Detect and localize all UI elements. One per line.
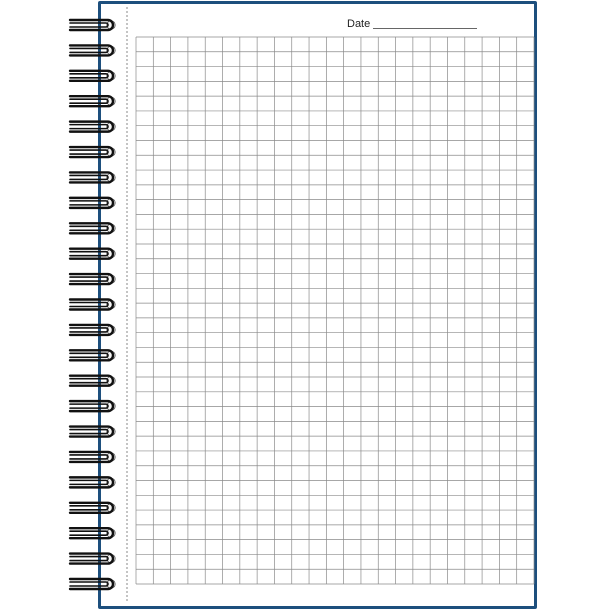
- perforation-dot: [126, 471, 128, 473]
- perforation-dot: [126, 179, 128, 181]
- perforation-dot: [126, 335, 128, 337]
- perforation-dot: [126, 499, 128, 501]
- perforation-dot: [126, 271, 128, 273]
- spiral-ring: [70, 401, 115, 411]
- perforation-dot: [126, 47, 128, 49]
- perforation-dot: [126, 243, 128, 245]
- perforation-dot: [126, 147, 128, 149]
- perforation-dot: [126, 191, 128, 193]
- perforation-dot: [126, 303, 128, 305]
- perforation-dot: [126, 551, 128, 553]
- perforation-dot: [126, 579, 128, 581]
- spiral-ring: [70, 452, 115, 462]
- perforation-dot: [126, 567, 128, 569]
- perforation-dot: [126, 87, 128, 89]
- perforation-dot: [126, 127, 128, 129]
- perforation-dot: [126, 11, 128, 13]
- perforation-dot: [126, 403, 128, 405]
- perforation-dot: [126, 27, 128, 29]
- perforation-dot: [126, 511, 128, 513]
- perforation-dot: [126, 371, 128, 373]
- perforation-dot: [126, 287, 128, 289]
- spiral-ring: [70, 20, 115, 30]
- perforation-dot: [126, 279, 128, 281]
- perforation-dot: [126, 431, 128, 433]
- perforation-dot: [126, 487, 128, 489]
- perforation-dot: [126, 555, 128, 557]
- spiral-ring: [70, 503, 115, 513]
- spiral-ring: [70, 579, 115, 589]
- perforation-dot: [126, 43, 128, 45]
- perforation-dot: [126, 543, 128, 545]
- perforation-dot: [126, 311, 128, 313]
- perforation-dot: [126, 299, 128, 301]
- perforation-dot: [126, 531, 128, 533]
- perforation-dot: [126, 503, 128, 505]
- perforation-dot: [126, 59, 128, 61]
- perforation-dot: [126, 527, 128, 529]
- perforation-dot: [126, 95, 128, 97]
- perforation-dot: [126, 111, 128, 113]
- perforation-dot: [126, 479, 128, 481]
- perforation-dot: [126, 347, 128, 349]
- date-label: Date: [347, 18, 371, 30]
- perforation-dot: [126, 295, 128, 297]
- perforation-dot: [126, 423, 128, 425]
- perforation-dot: [126, 331, 128, 333]
- spiral-ring: [70, 223, 115, 233]
- perforation-dot: [126, 219, 128, 221]
- perforation-dot: [126, 203, 128, 205]
- spiral-ring: [70, 376, 115, 386]
- perforation-dot: [126, 67, 128, 69]
- perforation-dot: [126, 451, 128, 453]
- perforation-dot: [126, 515, 128, 517]
- perforation-dot: [126, 259, 128, 261]
- spiral-ring: [70, 274, 115, 284]
- perforation-dot: [126, 195, 128, 197]
- perforation-dot: [126, 131, 128, 133]
- perforation-dot: [126, 35, 128, 37]
- perforation-dot: [126, 439, 128, 441]
- spiral-ring: [70, 96, 115, 106]
- perforation-dot: [126, 507, 128, 509]
- perforation-dot: [126, 115, 128, 117]
- perforation-dot: [126, 459, 128, 461]
- perforation-dot: [126, 519, 128, 521]
- perforation-dot: [126, 263, 128, 265]
- perforation-dot: [126, 163, 128, 165]
- perforation-dot: [126, 215, 128, 217]
- perforation-dot: [126, 419, 128, 421]
- perforation-dot: [126, 207, 128, 209]
- perforation-dot: [126, 343, 128, 345]
- perforation-dot: [126, 143, 128, 145]
- perforation-dot: [126, 239, 128, 241]
- perforation-dot: [126, 139, 128, 141]
- perforation-dot: [126, 187, 128, 189]
- spiral-ring: [70, 71, 115, 81]
- perforation-dot: [126, 443, 128, 445]
- perforation-dot: [126, 595, 128, 597]
- perforation-dot: [126, 571, 128, 573]
- perforation-dot: [126, 103, 128, 105]
- perforation-dot: [126, 151, 128, 153]
- perforation-dot: [126, 199, 128, 201]
- spiral-ring: [70, 300, 115, 310]
- perforation-dot: [126, 227, 128, 229]
- spiral-ring: [70, 554, 115, 564]
- perforation-dot: [126, 587, 128, 589]
- perforation-dot: [126, 395, 128, 397]
- perforation-dot: [126, 15, 128, 17]
- spiral-ring: [70, 198, 115, 208]
- perforation-dot: [126, 307, 128, 309]
- perforation-dot: [126, 175, 128, 177]
- perforation-dot: [126, 135, 128, 137]
- perforation-dot: [126, 51, 128, 53]
- perforation-dot: [126, 399, 128, 401]
- spiral-ring: [70, 172, 115, 182]
- perforation-dot: [126, 355, 128, 357]
- perforation-dot: [126, 267, 128, 269]
- perforation-dot: [126, 83, 128, 85]
- perforation-dot: [126, 415, 128, 417]
- perforation-dot: [126, 159, 128, 161]
- perforation-dot: [126, 359, 128, 361]
- spiral-ring: [70, 122, 115, 132]
- perforation-dot: [126, 367, 128, 369]
- perforation-dot: [126, 575, 128, 577]
- spiral-ring: [70, 45, 115, 55]
- perforation-dot: [126, 559, 128, 561]
- perforation-dot: [126, 383, 128, 385]
- perforation-dot: [126, 523, 128, 525]
- perforation-dot: [126, 327, 128, 329]
- perforation-dot: [126, 71, 128, 73]
- perforation-dot: [126, 155, 128, 157]
- spiral-ring: [70, 325, 115, 335]
- perforation-dot: [126, 119, 128, 121]
- spiral-ring: [70, 249, 115, 259]
- perforation-dot: [126, 231, 128, 233]
- perforation-dot: [126, 435, 128, 437]
- perforation-dot: [126, 427, 128, 429]
- perforation-dot: [126, 91, 128, 93]
- perforation-dot: [126, 591, 128, 593]
- perforation-dot: [126, 107, 128, 109]
- perforation-dot: [126, 351, 128, 353]
- perforation-dot: [126, 563, 128, 565]
- perforation-dot: [126, 323, 128, 325]
- perforation-dot: [126, 171, 128, 173]
- perforation-dot: [126, 535, 128, 537]
- perforation-dot: [126, 23, 128, 25]
- spiral-ring: [70, 427, 115, 437]
- perforation-dot: [126, 447, 128, 449]
- perforation-dot: [126, 583, 128, 585]
- perforation-dot: [126, 63, 128, 65]
- perforation-dot: [126, 599, 128, 601]
- perforation-dot: [126, 491, 128, 493]
- perforation-dot: [126, 291, 128, 293]
- perforation-dot: [126, 475, 128, 477]
- perforation-dot: [126, 283, 128, 285]
- paper-sheet: [101, 4, 534, 606]
- perforation-line: [126, 7, 128, 601]
- perforation-dot: [126, 319, 128, 321]
- perforation-dot: [126, 99, 128, 101]
- perforation-dot: [126, 167, 128, 169]
- perforation-dot: [126, 79, 128, 81]
- paper-surface: [101, 4, 534, 606]
- perforation-dot: [126, 315, 128, 317]
- perforation-dot: [126, 483, 128, 485]
- perforation-dot: [126, 223, 128, 225]
- perforation-dot: [126, 495, 128, 497]
- spiral-ring: [70, 528, 115, 538]
- perforation-dot: [126, 235, 128, 237]
- spiral-ring: [70, 477, 115, 487]
- perforation-dot: [126, 379, 128, 381]
- perforation-dot: [126, 375, 128, 377]
- perforation-dot: [126, 19, 128, 21]
- perforation-dot: [126, 467, 128, 469]
- perforation-dot: [126, 275, 128, 277]
- perforation-dot: [126, 39, 128, 41]
- perforation-dot: [126, 463, 128, 465]
- perforation-dot: [126, 411, 128, 413]
- perforation-dot: [126, 251, 128, 253]
- perforation-dot: [126, 183, 128, 185]
- perforation-dot: [126, 455, 128, 457]
- perforation-dot: [126, 7, 128, 9]
- perforation-dot: [126, 55, 128, 57]
- perforation-dot: [126, 247, 128, 249]
- perforation-dot: [126, 407, 128, 409]
- perforation-dot: [126, 363, 128, 365]
- perforation-dot: [126, 255, 128, 257]
- perforation-dot: [126, 387, 128, 389]
- perforation-dot: [126, 547, 128, 549]
- perforation-dot: [126, 211, 128, 213]
- perforation-dot: [126, 75, 128, 77]
- spiral-ring: [70, 350, 115, 360]
- spiral-binding: [70, 20, 115, 589]
- perforation-dot: [126, 539, 128, 541]
- perforation-dot: [126, 391, 128, 393]
- spiral-ring: [70, 147, 115, 157]
- perforation-dot: [126, 123, 128, 125]
- perforation-dot: [126, 31, 128, 33]
- perforation-dot: [126, 339, 128, 341]
